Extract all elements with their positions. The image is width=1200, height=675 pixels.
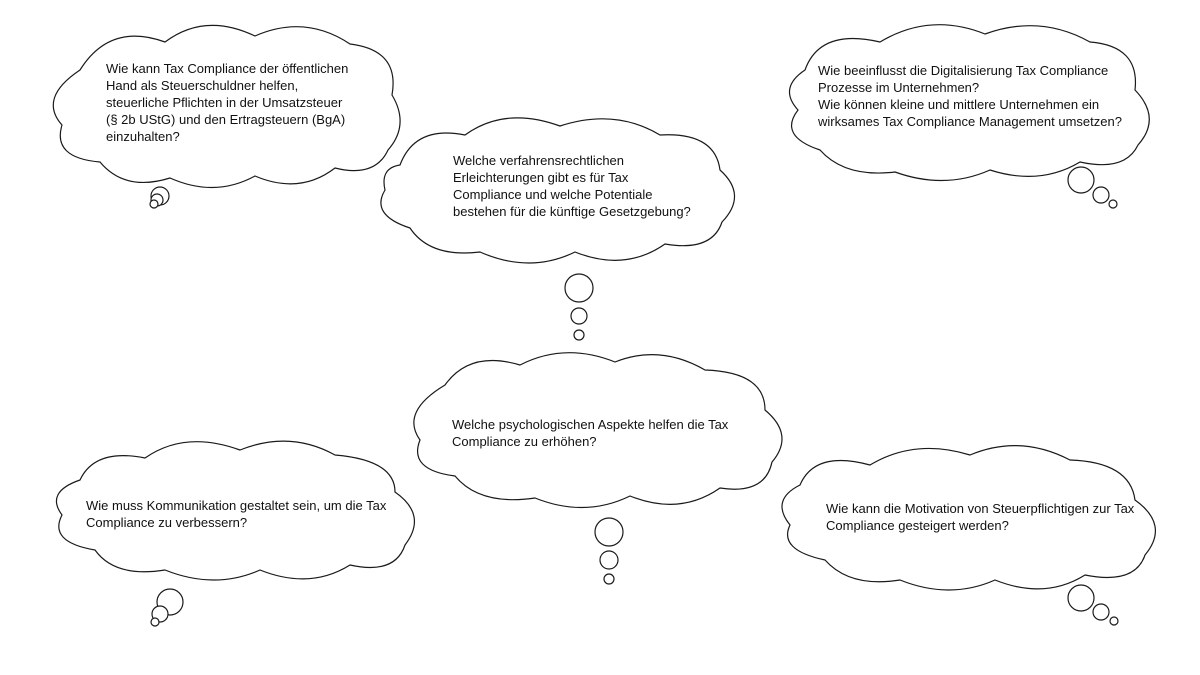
cloud-communication: [56, 441, 414, 626]
cloud-line: Wie beeinflusst die Digitalisierung Tax Compliance: [818, 63, 1109, 78]
thought-bubble: [1093, 187, 1109, 203]
cloud-line: Wie kann die Motivation von Steuerpflichtigen zur Tax: [826, 501, 1135, 516]
thought-bubble: [150, 200, 158, 208]
thought-bubble: [574, 330, 584, 340]
cloud-text-public-sector: [106, 60, 348, 145]
cloud-text-psychology: [452, 416, 728, 450]
cloud-line: bestehen für die künftige Gesetzgebung?: [453, 204, 691, 219]
thought-bubble: [565, 274, 593, 302]
thought-bubble: [571, 308, 587, 324]
cloud-text-motivation: [826, 500, 1134, 534]
thought-bubble: [595, 518, 623, 546]
cloud-line: (§ 2b UStG) und den Ertragsteuern (BgA): [106, 112, 346, 127]
cloud-psychology: [414, 353, 782, 584]
cloud-line: Compliance und welche Potentiale: [453, 187, 653, 202]
thought-bubble: [600, 551, 618, 569]
cloud-line: Hand als Steuerschuldner helfen,: [106, 78, 299, 93]
thought-bubble: [1068, 167, 1094, 193]
thought-bubble: [1109, 200, 1117, 208]
cloud-text-communication: [86, 497, 386, 531]
cloud-line: steuerliche Pflichten in der Umsatzsteuer: [106, 95, 343, 110]
cloud-line: einzuhalten?: [106, 129, 180, 144]
cloud-line: Wie können kleine und mittlere Unternehmen ein: [818, 97, 1100, 112]
cloud-line: Erleichterungen gibt es für Tax: [453, 170, 629, 185]
cloud-line: Compliance gesteigert werden?: [826, 518, 1009, 533]
thought-bubble: [1068, 585, 1094, 611]
cloud-text-digitalization: [818, 62, 1122, 130]
cloud-line: Wie kann Tax Compliance der öffentlichen: [106, 61, 349, 76]
cloud-line: wirksames Tax Compliance Management umsetzen?: [818, 114, 1122, 129]
cloud-line: Compliance zu erhöhen?: [452, 434, 597, 449]
thought-bubble: [1110, 617, 1118, 625]
cloud-line: Welche psychologischen Aspekte helfen die Tax: [452, 417, 729, 432]
thought-bubble: [1093, 604, 1109, 620]
thought-bubble: [604, 574, 614, 584]
cloud-line: Compliance zu verbessern?: [86, 515, 248, 530]
cloud-line: Prozesse im Unternehmen?: [818, 80, 980, 95]
thought-bubble: [151, 618, 159, 626]
cloud-line: Welche verfahrensrechtlichen: [453, 153, 625, 168]
cloud-text-procedural: [453, 152, 691, 220]
cloud-line: Wie muss Kommunikation gestaltet sein, um die Tax: [86, 498, 387, 513]
cloud-motivation: [782, 446, 1155, 625]
